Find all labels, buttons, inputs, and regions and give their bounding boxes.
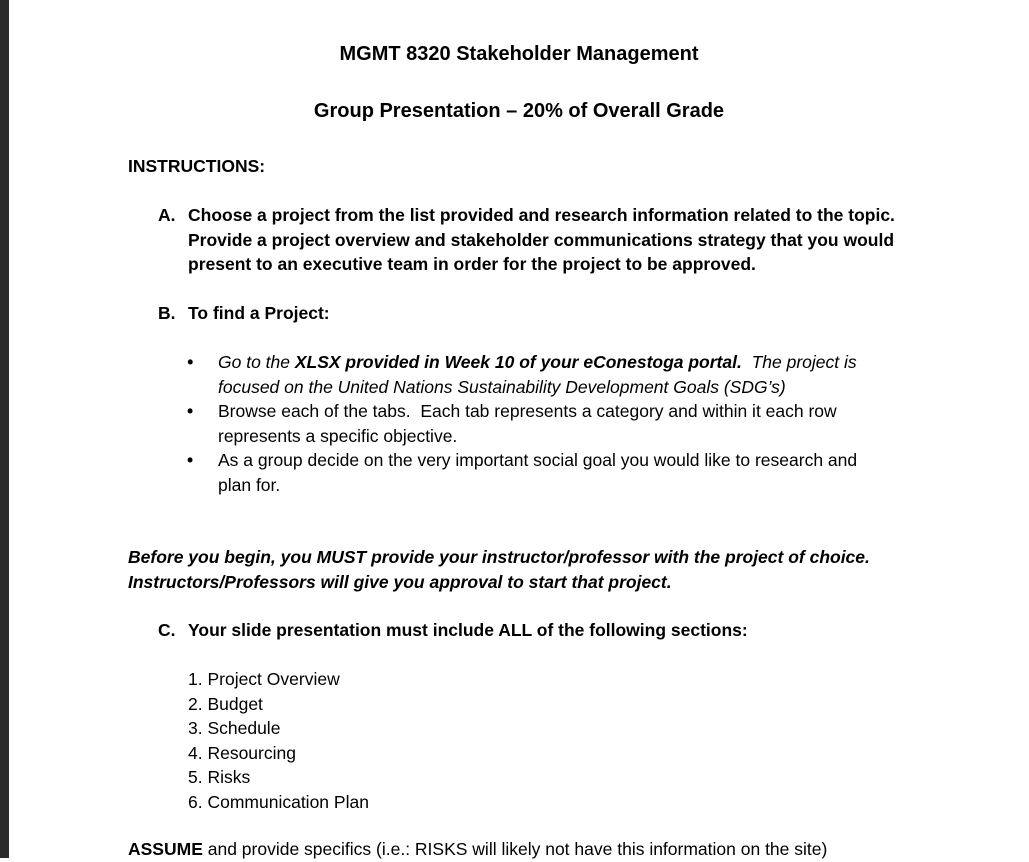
document-title: MGMT 8320 Stakeholder Management (339, 43, 699, 65)
list-item (184, 399, 857, 448)
assume-text: and provide specifics (i.e.: RISKS will likely not have this information on the site) (202, 839, 828, 859)
instructions-heading: INSTRUCTIONS: (128, 156, 266, 176)
bullet-text: Browse each of the tabs. Each tab represents a category and within it each row (218, 401, 837, 421)
list-item: 5. Risks (188, 767, 251, 787)
list-item (184, 350, 857, 399)
list-item (184, 448, 857, 497)
bullet-dot-icon: • (187, 401, 194, 421)
approval-note-line: Instructors/Professors will give you approval to start that project. (128, 571, 672, 592)
section-c-letter: C. (158, 620, 176, 640)
project-bullet-list (184, 350, 857, 497)
section-b-heading: To find a Project: (188, 303, 330, 323)
document-page (9, 0, 1029, 858)
bullet-text: plan for. (218, 474, 281, 495)
bullet-text: represents a specific objective. (218, 425, 458, 446)
section-a-line: Provide a project overview and stakeholder communications strategy that you would (188, 229, 895, 250)
section-a-line: Choose a project from the list provided and research information related to the topic. (188, 205, 895, 225)
section-c-heading: Your slide presentation must include ALL of the following sections: (188, 620, 748, 640)
bullet-text: Go to the (218, 352, 295, 372)
document-subtitle: Group Presentation – 20% of Overall Grade (313, 100, 725, 122)
xlsx-reference: XLSX provided in Week 10 of your eConestoga portal. (294, 352, 742, 372)
approval-note (128, 545, 870, 594)
bullet-dot-icon: • (187, 450, 194, 470)
bullet-text: As a group decide on the very important social goal you would like to research and (218, 450, 858, 470)
bullet-text: The project is (741, 352, 857, 372)
list-item: 4. Resourcing (188, 742, 296, 763)
list-item: 1. Project Overview (188, 669, 340, 689)
section-a-text (188, 203, 895, 277)
list-item: 6. Communication Plan (188, 791, 369, 812)
section-b-letter: B. (158, 303, 176, 323)
list-item: 3. Schedule (188, 718, 281, 738)
section-a-line: present to an executive team in order for the project to be approved. (188, 254, 756, 274)
assume-keyword: ASSUME (128, 839, 203, 859)
required-sections-list (188, 667, 369, 814)
section-a-letter: A. (158, 205, 176, 225)
list-item: 2. Budget (188, 693, 263, 714)
bullet-text: focused on the United Nations Sustainability Development Goals (SDG’s) (218, 376, 786, 397)
bullet-dot-icon: • (187, 352, 194, 372)
approval-note-line: Before you begin, you MUST provide your instructor/professor with the project of choice. (128, 547, 870, 567)
window-left-edge (0, 0, 9, 858)
